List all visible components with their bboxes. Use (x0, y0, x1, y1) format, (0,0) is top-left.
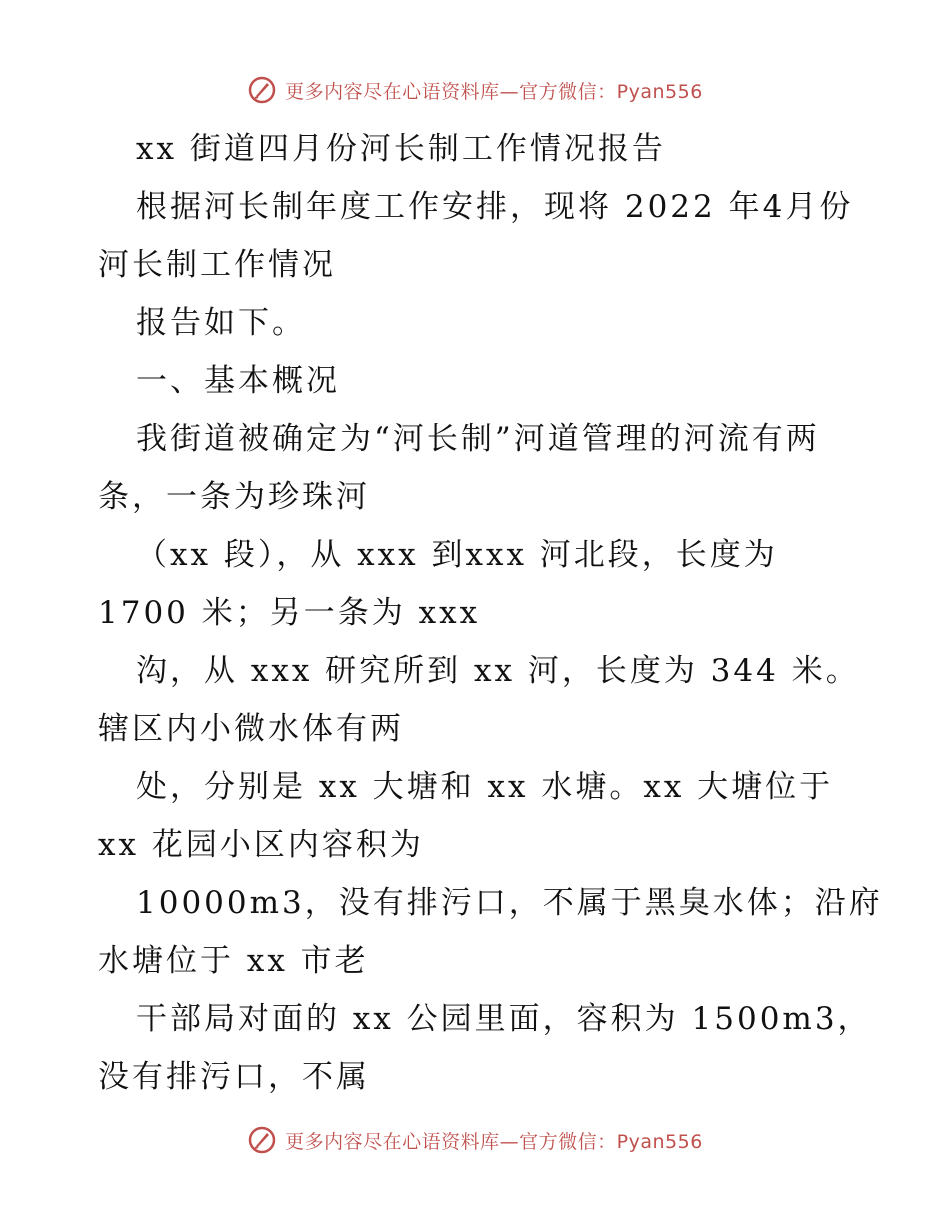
watermark-text-top: 更多内容尽在心语资料库—官方微信：Pyan556 (285, 80, 703, 103)
paragraph-line: 根据河长制年度工作安排，现将 2022 年4月份 (136, 189, 854, 225)
paragraph-line: 干部局对面的 xx 公园里面，容积为 1500m3， (136, 1001, 872, 1037)
paragraph-line: 河长制工作情况 (98, 247, 336, 283)
watermark-banner-top (0, 70, 950, 110)
paragraph-line: 沟，从 xxx 研究所到 xx 河，长度为 344 米。 (136, 653, 860, 689)
paragraph-line: 报告如下。 (136, 305, 306, 341)
feather-seal-icon (247, 75, 277, 105)
feather-seal-icon (247, 1125, 277, 1155)
watermark-text-bottom: 更多内容尽在心语资料库—官方微信：Pyan556 (285, 1130, 703, 1153)
paragraph-line: 1700 米；另一条为 xxx (98, 595, 481, 631)
paragraph-line: xx 花园小区内容积为 (98, 827, 424, 863)
paragraph-line: 10000m3，没有排污口，不属于黑臭水体；沿府 (136, 885, 883, 921)
paragraph-line: 辖区内小微水体有两 (98, 711, 404, 747)
document-body (98, 120, 883, 1106)
paragraph-line: （xx 段），从 xxx 到xxx 河北段，长度为 (136, 537, 778, 573)
paragraph-line: 处，分别是 xx 大塘和 xx 水塘。xx 大塘位于 (136, 769, 834, 805)
paragraph-line: 条，一条为珍珠河 (98, 479, 370, 515)
paragraph-line: 水塘位于 xx 市老 (98, 943, 369, 979)
section-heading: 一、基本概况 (136, 363, 340, 399)
watermark-banner-bottom (0, 1120, 950, 1160)
paragraph-line: 我街道被确定为“河长制”河道管理的河流有两 (136, 421, 820, 457)
document-title: xx 街道四月份河长制工作情况报告 (136, 131, 666, 167)
paragraph-line: 没有排污口，不属 (98, 1059, 370, 1095)
